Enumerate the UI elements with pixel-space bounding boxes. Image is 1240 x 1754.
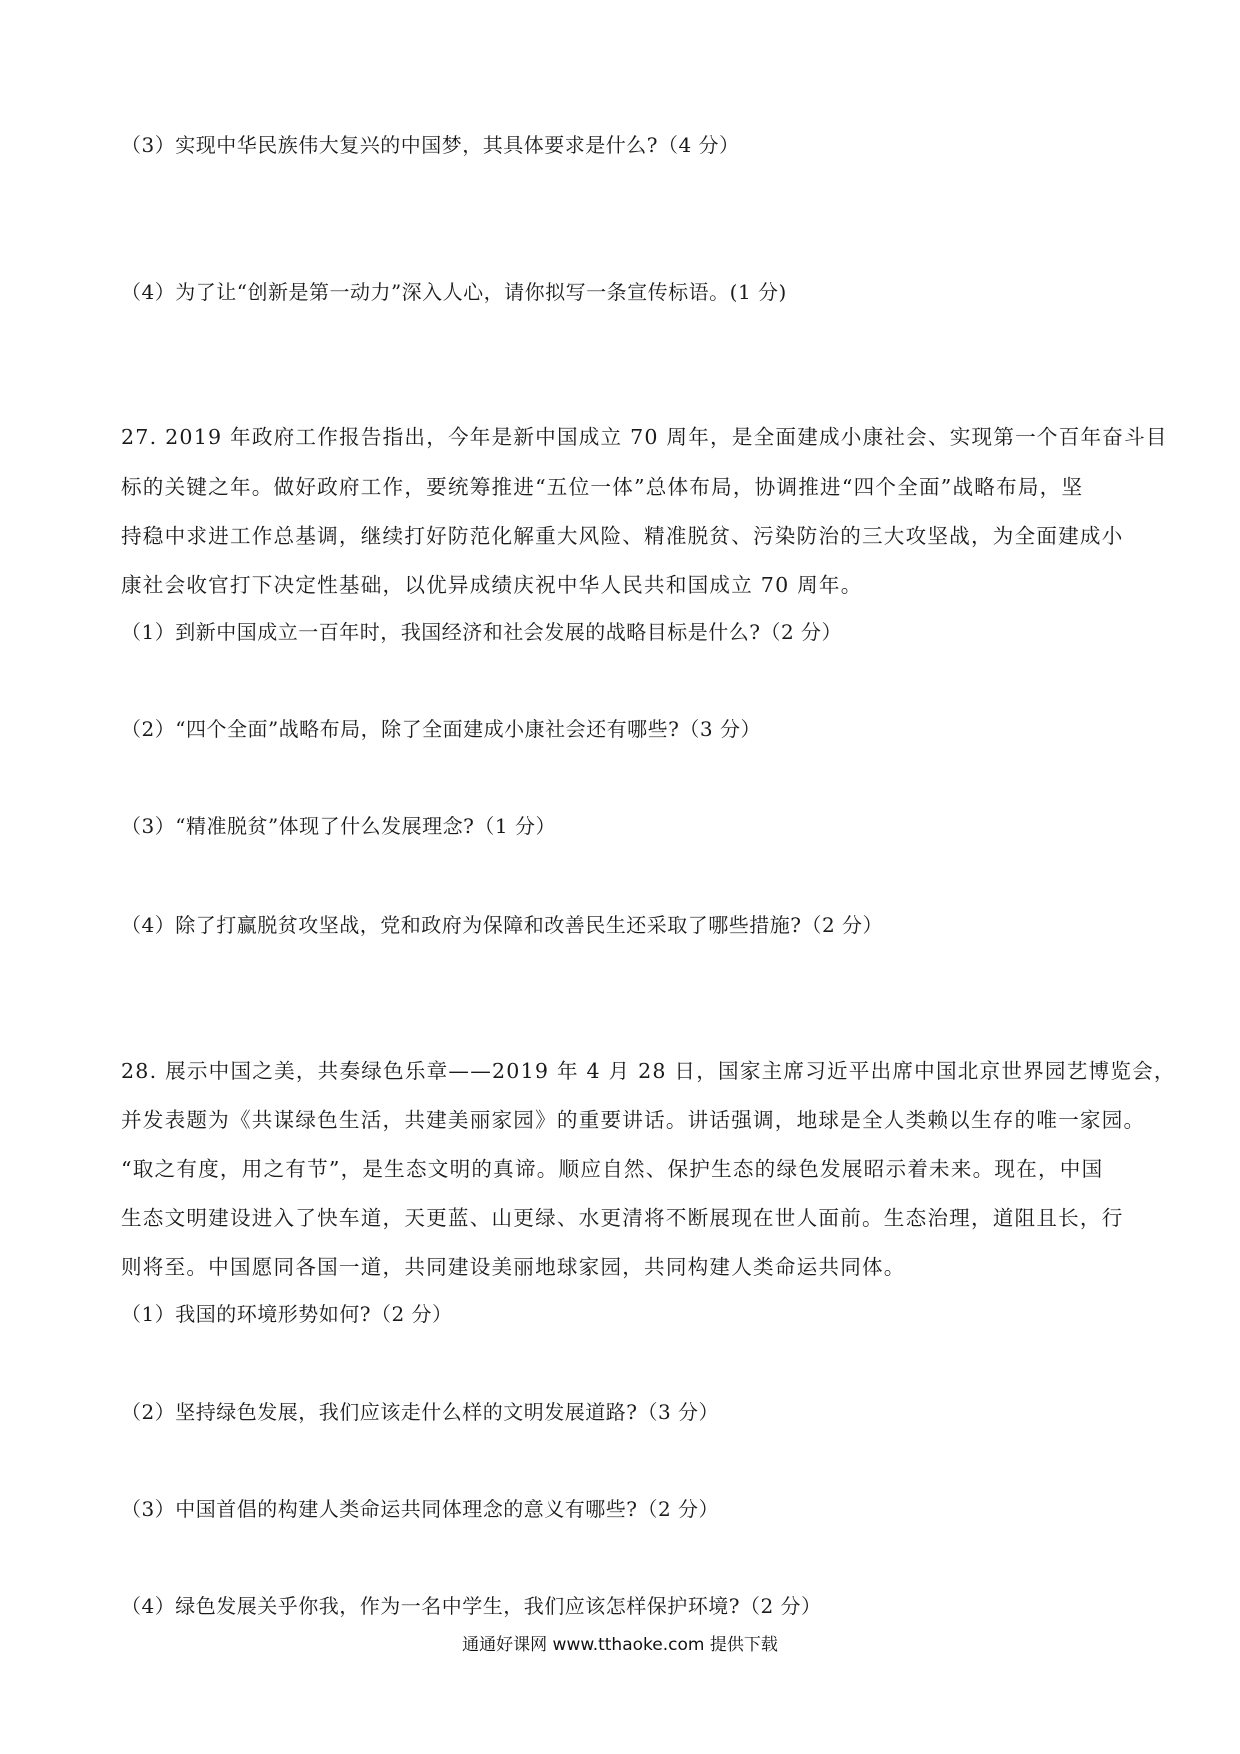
q27-stem-line-2: 标的关键之年。做好政府工作，要统筹推进“五位一体”总体布局，协调推进“四个全面”战略布局，坚 bbox=[121, 475, 1084, 499]
q28-sub1: （1）我国的环境形势如何?（2 分） bbox=[121, 1302, 453, 1326]
q27-stem-line-1: 27. 2019 年政府工作报告指出，今年是新中国成立 70 周年，是全面建成小康社会、实现第一个百年奋斗目 bbox=[121, 425, 1168, 449]
q27-sub3: （3）“精准脱贫”体现了什么发展理念?（1 分） bbox=[121, 814, 556, 838]
q28-sub2: （2）坚持绿色发展，我们应该走什么样的文明发展道路?（3 分） bbox=[121, 1400, 720, 1424]
q28-stem-line-3: “取之有度，用之有节”，是生态文明的真谛。顺应自然、保护生态的绿色发展昭示着未来。现在，中国 bbox=[121, 1157, 1104, 1181]
q27-sub1: （1）到新中国成立一百年时，我国经济和社会发展的战略目标是什么?（2 分） bbox=[121, 620, 843, 644]
q27-stem-line-3: 持稳中求进工作总基调，继续打好防范化解重大风险、精准脱贫、污染防治的三大攻坚战，为全面建成小 bbox=[121, 524, 1124, 548]
q28-stem-line-2: 并发表题为《共谋绿色生活，共建美丽家园》的重要讲话。讲话强调，地球是全人类赖以生存的唯一家园。 bbox=[121, 1108, 1146, 1132]
q27-sub2: （2）“四个全面”战略布局，除了全面建成小康社会还有哪些?（3 分） bbox=[121, 717, 761, 741]
q26-sub4: （4）为了让“创新是第一动力”深入人心，请你拟写一条宣传标语。(1 分) bbox=[121, 280, 787, 304]
q28-stem-line-1: 28. 展示中国之美，共奏绿色乐章——2019 年 4 月 28 日，国家主席习近平出席中国北京世界园艺博览会， bbox=[121, 1059, 1176, 1083]
q28-sub4: （4）绿色发展关乎你我，作为一名中学生，我们应该怎样保护环境?（2 分） bbox=[121, 1594, 822, 1618]
q28-sub3: （3）中国首倡的构建人类命运共同体理念的意义有哪些?（2 分） bbox=[121, 1497, 720, 1521]
q28-stem-line-4: 生态文明建设进入了快车道，天更蓝、山更绿、水更清将不断展现在世人面前。生态治理，道阻且长，行 bbox=[121, 1206, 1124, 1230]
q27-sub4: （4）除了打赢脱贫攻坚战，党和政府为保障和改善民生还采取了哪些措施?（2 分） bbox=[121, 913, 884, 937]
q28-stem-line-5: 则将至。中国愿同各国一道，共同建设美丽地球家园，共同构建人类命运共同体。 bbox=[121, 1255, 906, 1279]
q27-stem-line-4: 康社会收官打下决定性基础，以优异成绩庆祝中华人民共和国成立 70 周年。 bbox=[121, 573, 863, 597]
download-footer: 通通好课网 www.tthaoke.com 提供下载 bbox=[462, 1635, 778, 1655]
q26-sub3: （3）实现中华民族伟大复兴的中国梦，其具体要求是什么?（4 分） bbox=[121, 133, 740, 157]
